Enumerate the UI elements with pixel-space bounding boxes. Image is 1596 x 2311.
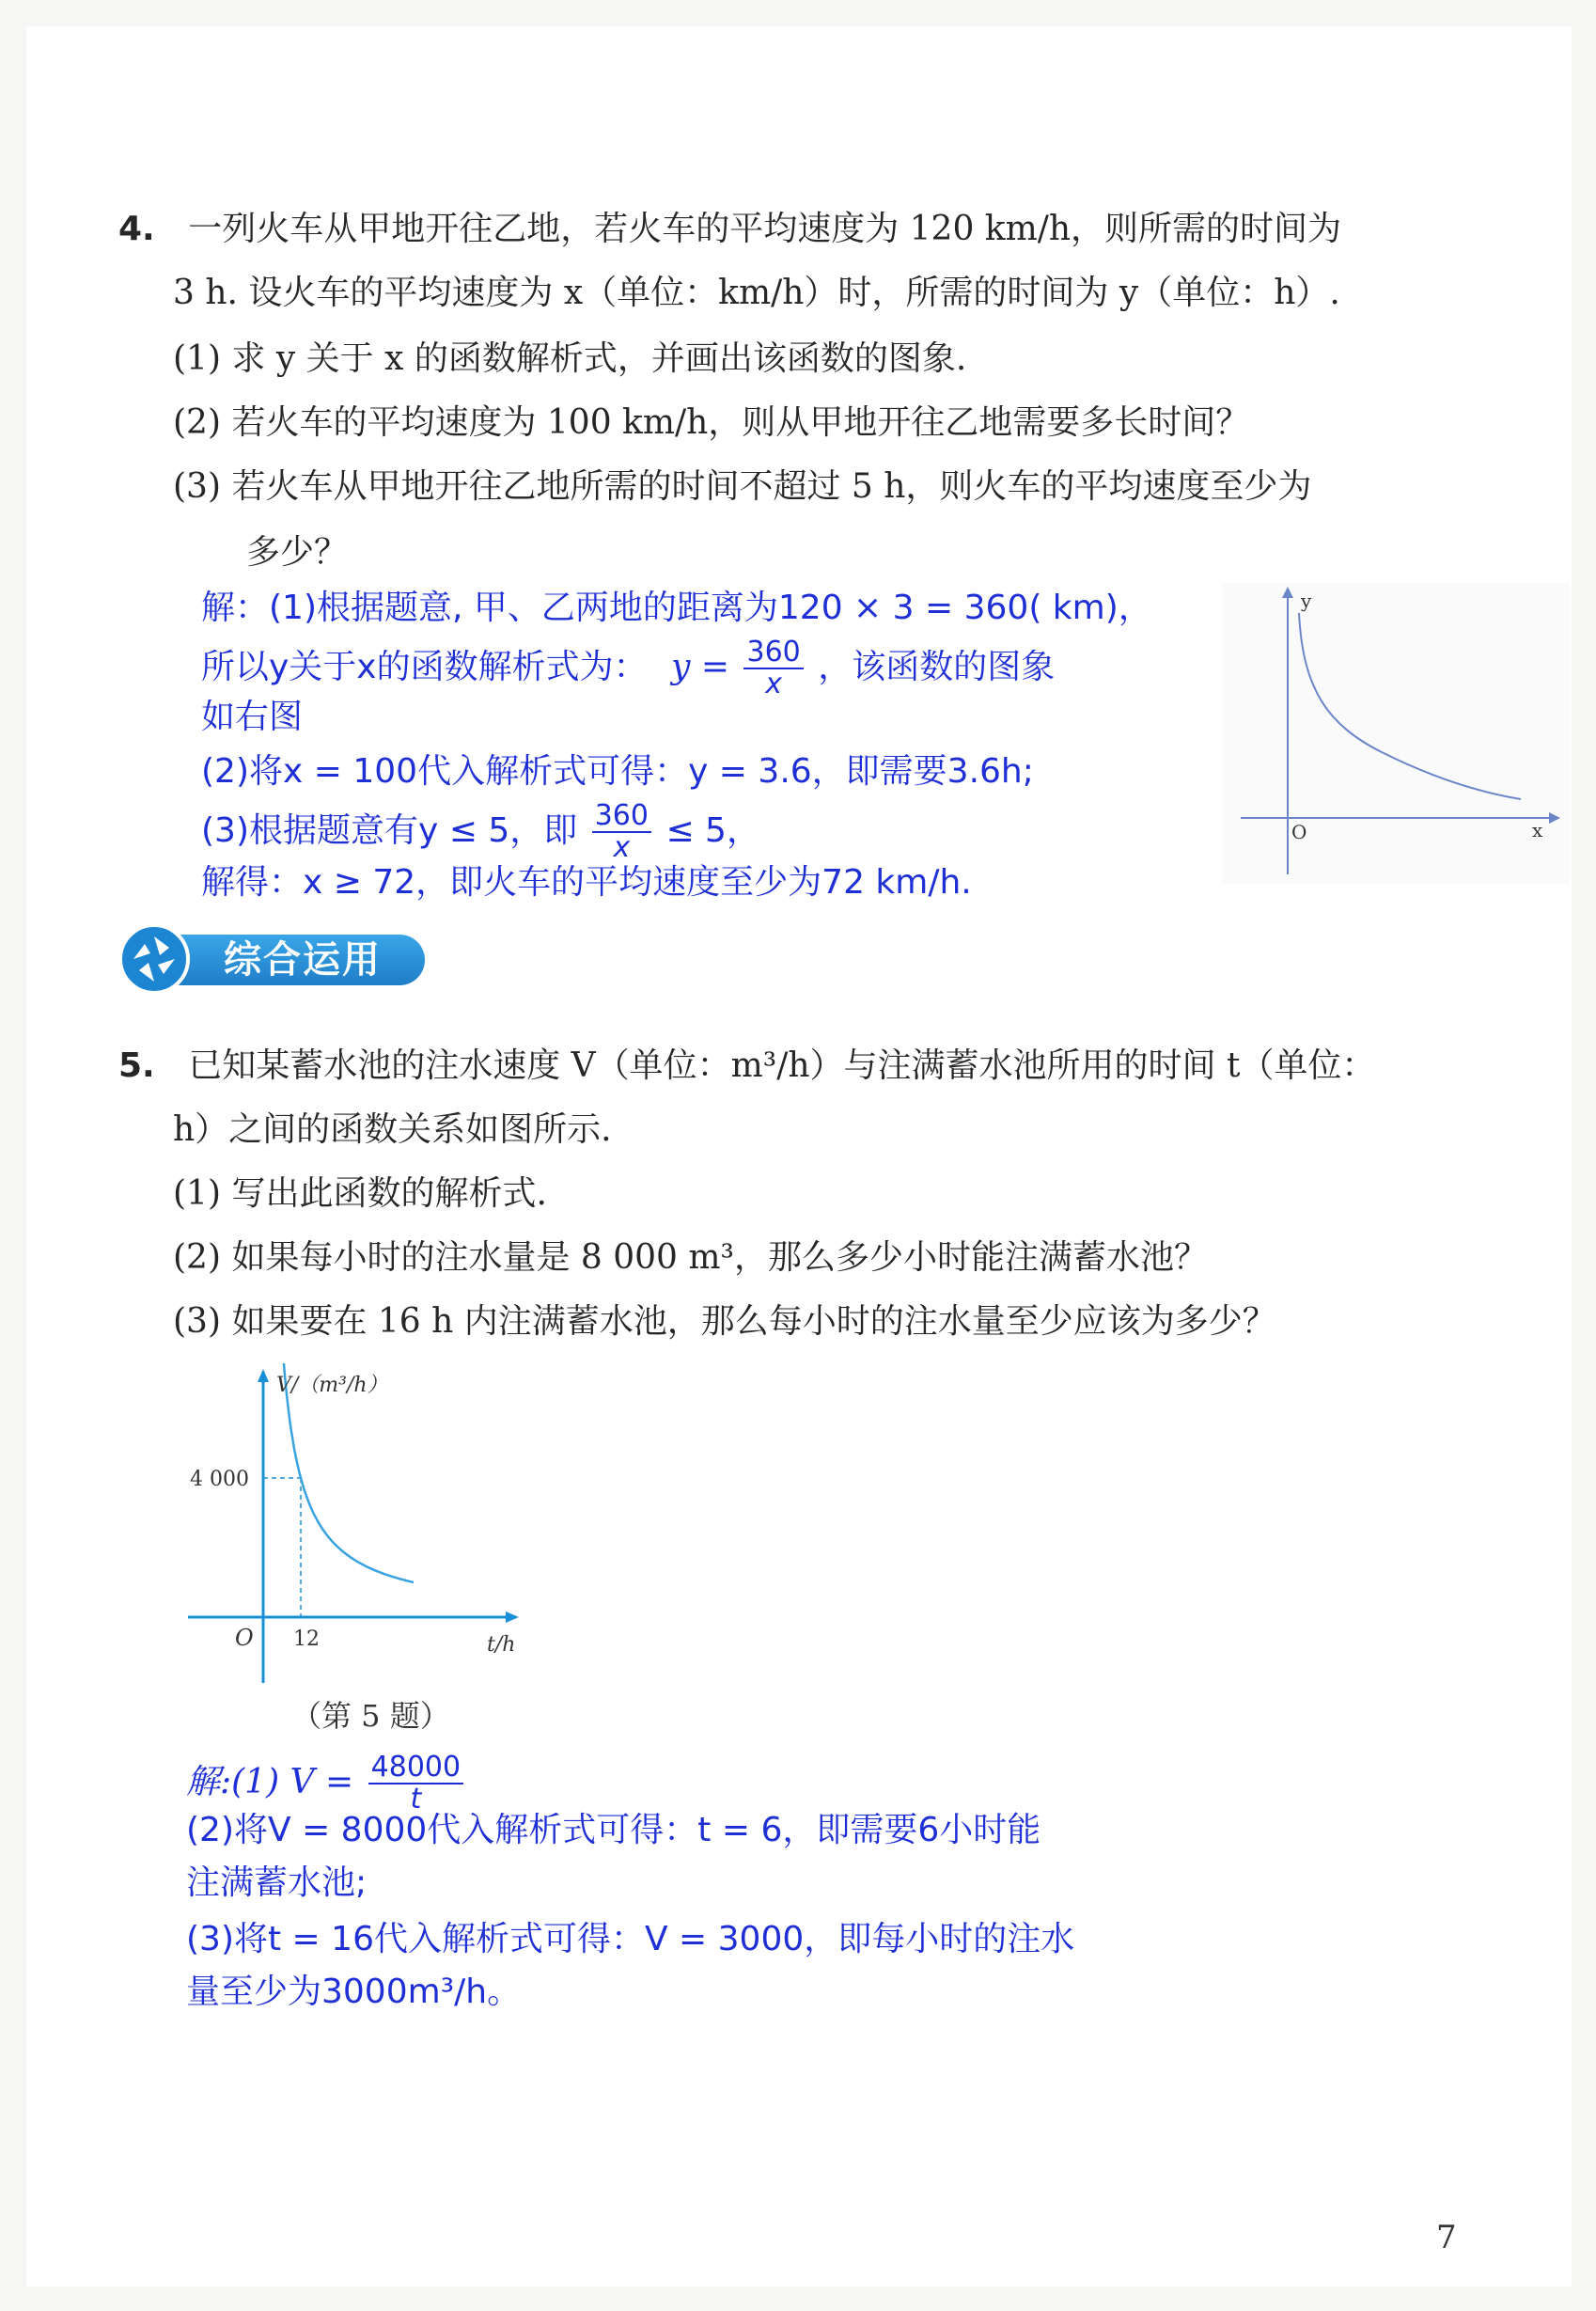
q5-sub2: (2) 如果每小时的注水量是 8 000 m³，那么多少小时能注满蓄水池？ xyxy=(173,1238,1208,1277)
ans4-line2 xyxy=(201,637,1055,700)
q4-line1 xyxy=(118,209,1341,250)
ans4-line4: (2)将x = 100代入解析式可得：y = 3.6，即需要3.6h; xyxy=(201,752,1034,791)
ans4-line6: 解得：x ≥ 72，即火车的平均速度至少为72 km/h. xyxy=(201,863,972,902)
ans4-line2-text: 所以y关于x的函数解析式为： xyxy=(201,648,648,686)
q5-text-1: 已知某蓄水池的注水速度 V（单位：m³/h）与注满蓄水池所用的时间 t（单位： xyxy=(188,1046,1376,1085)
chart-y-label: V/（m³/h） xyxy=(276,1374,388,1397)
ans4-line5 xyxy=(201,801,760,863)
ans4-line5-text: (3)根据题意有y ≤ 5，即 xyxy=(201,811,578,850)
ans5-line2: (2)将V = 8000代入解析式可得：t = 6，即需要6小时能 xyxy=(186,1811,1041,1849)
answer-graph-origin: O xyxy=(1291,821,1307,843)
ans5-fraction xyxy=(368,1753,463,1815)
q5-number: 5. xyxy=(118,1046,155,1085)
q4-line2: 3 h. 设火车的平均速度为 x（单位：km/h）时，所需的时间为 y（单位：h）. xyxy=(173,274,1340,312)
answer-graph xyxy=(1222,583,1570,884)
ans4-line1: 解：(1)根据题意, 甲、乙两地的距离为120 × 3 = 360( km)， xyxy=(201,589,1152,627)
ans4-eq: y = xyxy=(671,648,730,686)
q4-sub3b: 多少？ xyxy=(246,533,349,572)
section-title: 综合运用 xyxy=(224,938,382,982)
ans5-eq: 解:(1) V = xyxy=(186,1763,354,1801)
v-t-chart xyxy=(179,1363,536,1692)
section-icon xyxy=(118,923,190,995)
figure-caption: （第 5 题） xyxy=(291,1698,450,1734)
q5-line1 xyxy=(118,1045,1375,1087)
ans4-frac-den: x xyxy=(765,668,782,700)
q4-sub1: (1) 求 y 关于 x 的函数解析式，并画出该函数的图象. xyxy=(173,339,967,378)
ans4-line2-tail: ，该函数的图象 xyxy=(818,648,1056,686)
ans4-frac-num: 360 xyxy=(743,637,803,669)
chart-origin: O xyxy=(235,1625,254,1651)
q4-text-1: 一列火车从甲地开往乙地，若火车的平均速度为 120 km/h，则所需的时间为 xyxy=(188,210,1342,248)
chart-y-tick: 4 000 xyxy=(190,1468,249,1491)
ans5-frac-den: t xyxy=(410,1783,422,1816)
q4-sub3a: (3) 若火车从甲地开往乙地所需的时间不超过 5 h，则火车的平均速度至少为 xyxy=(173,467,1312,506)
ans4-frac2-den: x xyxy=(613,831,631,864)
ans5-line5: 量至少为3000m³/h。 xyxy=(186,1973,522,2011)
chart-x-label: t/h xyxy=(487,1633,516,1657)
answer-graph-x-label: x xyxy=(1532,819,1543,841)
ans4-fraction xyxy=(743,637,803,700)
chart-x-arrow-icon xyxy=(506,1611,519,1623)
ans5-line4: (3)将t = 16代入解析式可得：V = 3000，即每小时的注水 xyxy=(186,1920,1075,1958)
ans4-line5-tail: ≤ 5， xyxy=(665,811,760,850)
chart-y-arrow-icon xyxy=(258,1369,269,1382)
q5-sub1: (1) 写出此函数的解析式. xyxy=(173,1174,547,1213)
ans4-frac2-num: 360 xyxy=(592,801,651,833)
ans5-line1 xyxy=(186,1753,467,1815)
ans4-fraction-2 xyxy=(592,801,651,863)
q5-line2: h）之间的函数关系如图所示. xyxy=(173,1110,612,1149)
q4-number: 4. xyxy=(118,210,155,248)
answer-graph-bg xyxy=(1222,583,1570,884)
chart-x-tick: 12 xyxy=(293,1627,320,1651)
section-header xyxy=(118,923,429,995)
q4-sub2: (2) 若火车的平均速度为 100 km/h，则从甲地开往乙地需要多长时间？ xyxy=(173,403,1250,442)
ans5-line3: 注满蓄水池; xyxy=(186,1863,368,1902)
ans4-line3: 如右图 xyxy=(201,698,304,736)
page-number: 7 xyxy=(1436,2219,1457,2256)
q5-sub3: (3) 如果要在 16 h 内注满蓄水池，那么每小时的注水量至少应该为多少？ xyxy=(173,1302,1276,1341)
answer-graph-y-label: y xyxy=(1301,590,1312,612)
ans5-frac-num: 48000 xyxy=(368,1753,463,1784)
shutter-icon xyxy=(122,927,186,991)
